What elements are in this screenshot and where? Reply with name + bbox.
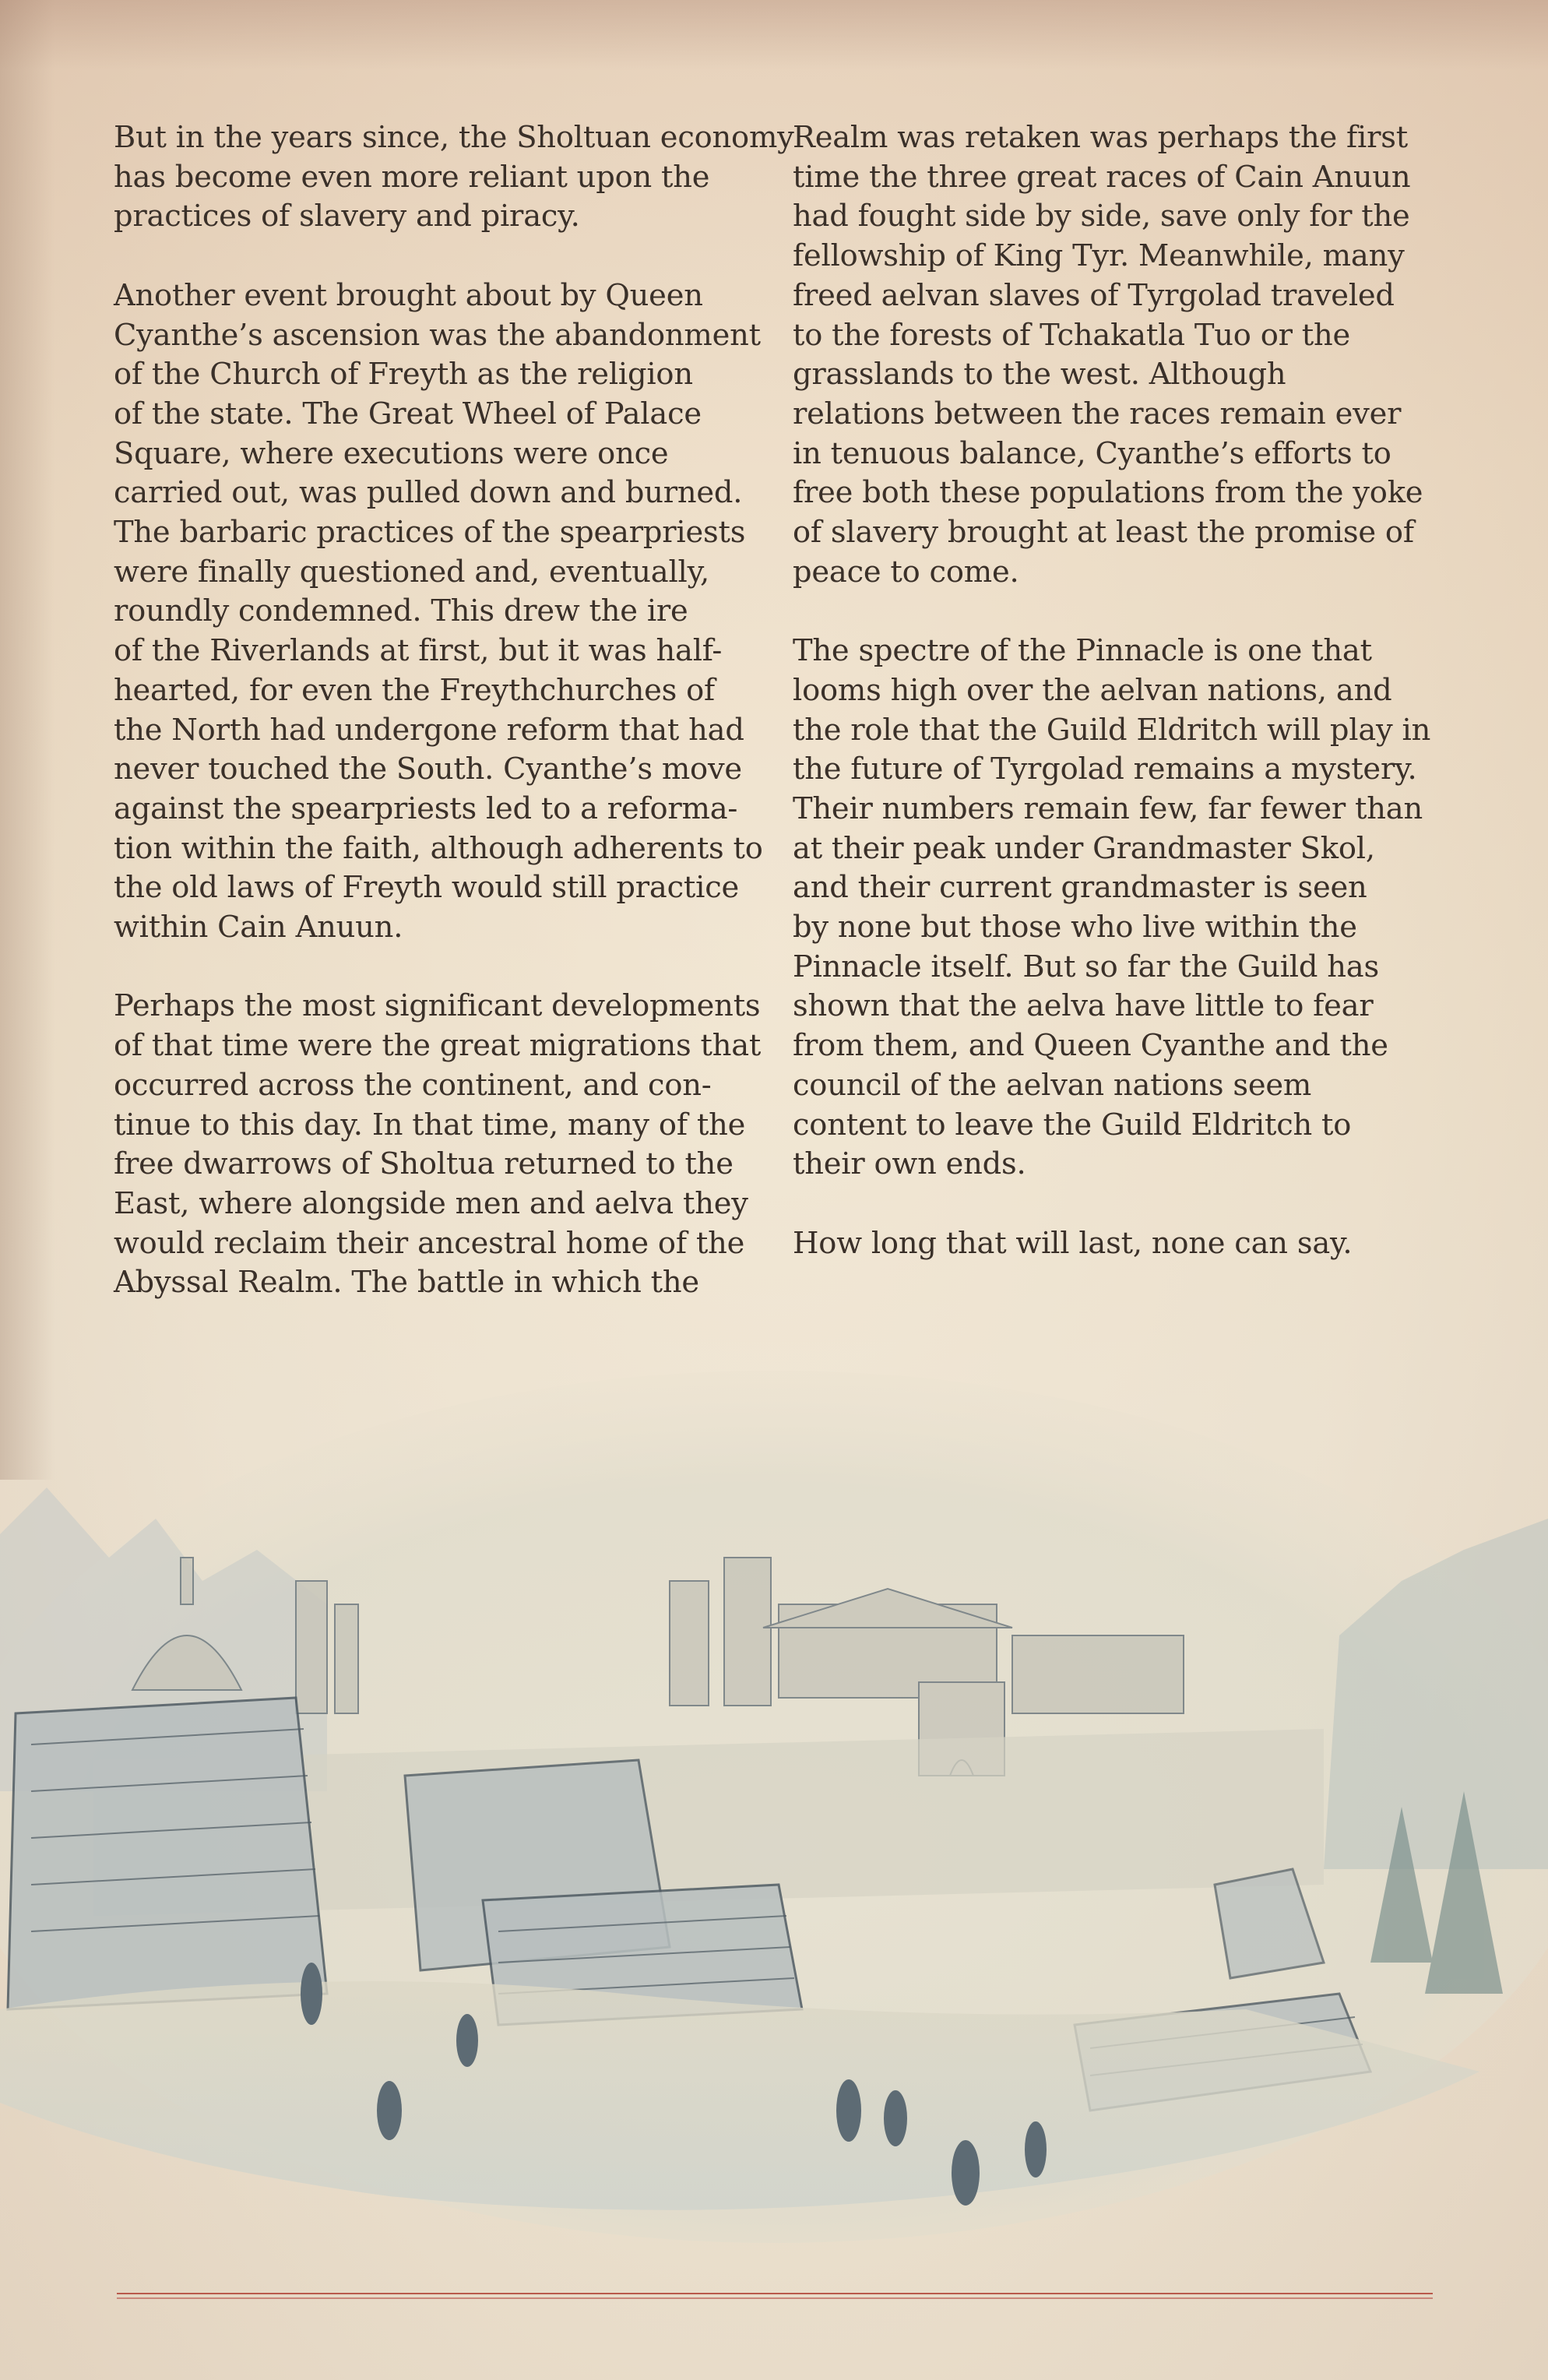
text-line: How long that will last, none can say. (793, 1225, 1353, 1261)
right-paragraph-1 (793, 118, 1447, 592)
text-line: peace to come. (793, 554, 1019, 590)
footer-rule (117, 2293, 1433, 2301)
text-line: the old laws of Freyth would still practice (114, 870, 740, 906)
text-line: relations between the races remain ever (793, 396, 1402, 431)
right-paragraph-2 (793, 632, 1447, 1185)
text-line: in tenuous balance, Cyanthe’s efforts to (793, 435, 1391, 471)
text-line: But in the years since, the Sholtuan economy (114, 120, 794, 155)
page-edge-shading (0, 0, 55, 1480)
text-line: has become even more reliant upon the (114, 159, 710, 195)
text-line: free dwarrows of Sholtua returned to the (114, 1146, 734, 1182)
text-line: fellowship of King Tyr. Meanwhile, many (793, 238, 1405, 274)
text-line: Realm was retaken was perhaps the first (793, 120, 1408, 155)
text-line: shown that the aelva have little to fear (793, 988, 1374, 1024)
text-line: tinue to this day. In that time, many of the (114, 1107, 746, 1142)
left-paragraph-2 (114, 276, 768, 948)
text-line: free both these populations from the yoke (793, 475, 1423, 511)
text-line: Abyssal Realm. The battle in which the (114, 1265, 699, 1301)
text-line: The barbaric practices of the spearpriests (114, 515, 746, 551)
text-line: of the Church of Freyth as the religion (114, 357, 693, 393)
text-line: of that time were the great migrations that (114, 1028, 762, 1064)
text-line: grasslands to the west. Although (793, 357, 1286, 393)
text-line: their own ends. (793, 1146, 1026, 1182)
text-line: hearted, for even the Freythchurches of (114, 672, 716, 708)
text-line: carried out, was pulled down and burned. (114, 475, 743, 511)
text-line: would reclaim their ancestral home of the (114, 1225, 745, 1261)
text-line: the North had undergone reform that had (114, 712, 744, 748)
text-line: were finally questioned and, eventually, (114, 554, 710, 590)
text-line: Pinnacle itself. But so far the Guild has (793, 949, 1379, 984)
city-ruins-illustration (0, 1324, 1548, 2243)
text-line: practices of slavery and piracy. (114, 199, 580, 234)
text-line: Another event brought about by Queen (114, 277, 703, 313)
footer-rule-line (117, 2293, 1433, 2294)
text-line: tion within the faith, although adherents to (114, 830, 763, 866)
text-line: had fought side by side, save only for the (793, 199, 1410, 234)
text-line: occurred across the continent, and con- (114, 1067, 712, 1103)
text-line: from them, and Queen Cyanthe and the (793, 1028, 1388, 1064)
text-line: looms high over the aelvan nations, and (793, 672, 1392, 708)
text-line: freed aelvan slaves of Tyrgolad traveled (793, 277, 1395, 313)
text-line: content to leave the Guild Eldritch to (793, 1107, 1352, 1142)
left-paragraph-1 (114, 118, 794, 237)
text-line: to the forests of Tchakatla Tuo or the (793, 317, 1351, 353)
text-line: at their peak under Grandmaster Skol, (793, 830, 1375, 866)
left-paragraph-3 (114, 987, 768, 1303)
text-line: within Cain Anuun. (114, 910, 403, 945)
text-line: roundly condemned. This drew the ire (114, 593, 688, 629)
footer-rule-line (117, 2297, 1433, 2299)
text-line: the future of Tyrgolad remains a mystery. (793, 752, 1417, 787)
text-line: of slavery brought at least the promise of (793, 515, 1414, 551)
text-line: time the three great races of Cain Anuun (793, 159, 1411, 195)
text-line: Perhaps the most significant developments (114, 988, 761, 1024)
right-text-column (793, 118, 1447, 1303)
text-line: by none but those who live within the (793, 910, 1357, 945)
text-line: of the Riverlands at first, but it was half- (114, 633, 723, 669)
text-line: Their numbers remain few, far fewer than (793, 790, 1423, 826)
text-line: the role that the Guild Eldritch will play in (793, 712, 1431, 748)
text-line: Cyanthe’s ascension was the abandonment (114, 317, 761, 353)
text-line: and their current grandmaster is seen (793, 870, 1367, 906)
text-line: against the spearpriests led to a reforma- (114, 790, 738, 826)
right-paragraph-3 (793, 1224, 1447, 1264)
left-text-column (114, 118, 794, 1343)
text-line: Square, where executions were once (114, 435, 669, 471)
text-line: of the state. The Great Wheel of Palace (114, 396, 702, 431)
text-line: The spectre of the Pinnacle is one that (793, 633, 1372, 669)
text-line: East, where alongside men and aelva they (114, 1185, 748, 1221)
text-line: never touched the South. Cyanthe’s move (114, 752, 742, 787)
text-line: council of the aelvan nations seem (793, 1067, 1312, 1103)
page-top-shading (0, 0, 1548, 70)
